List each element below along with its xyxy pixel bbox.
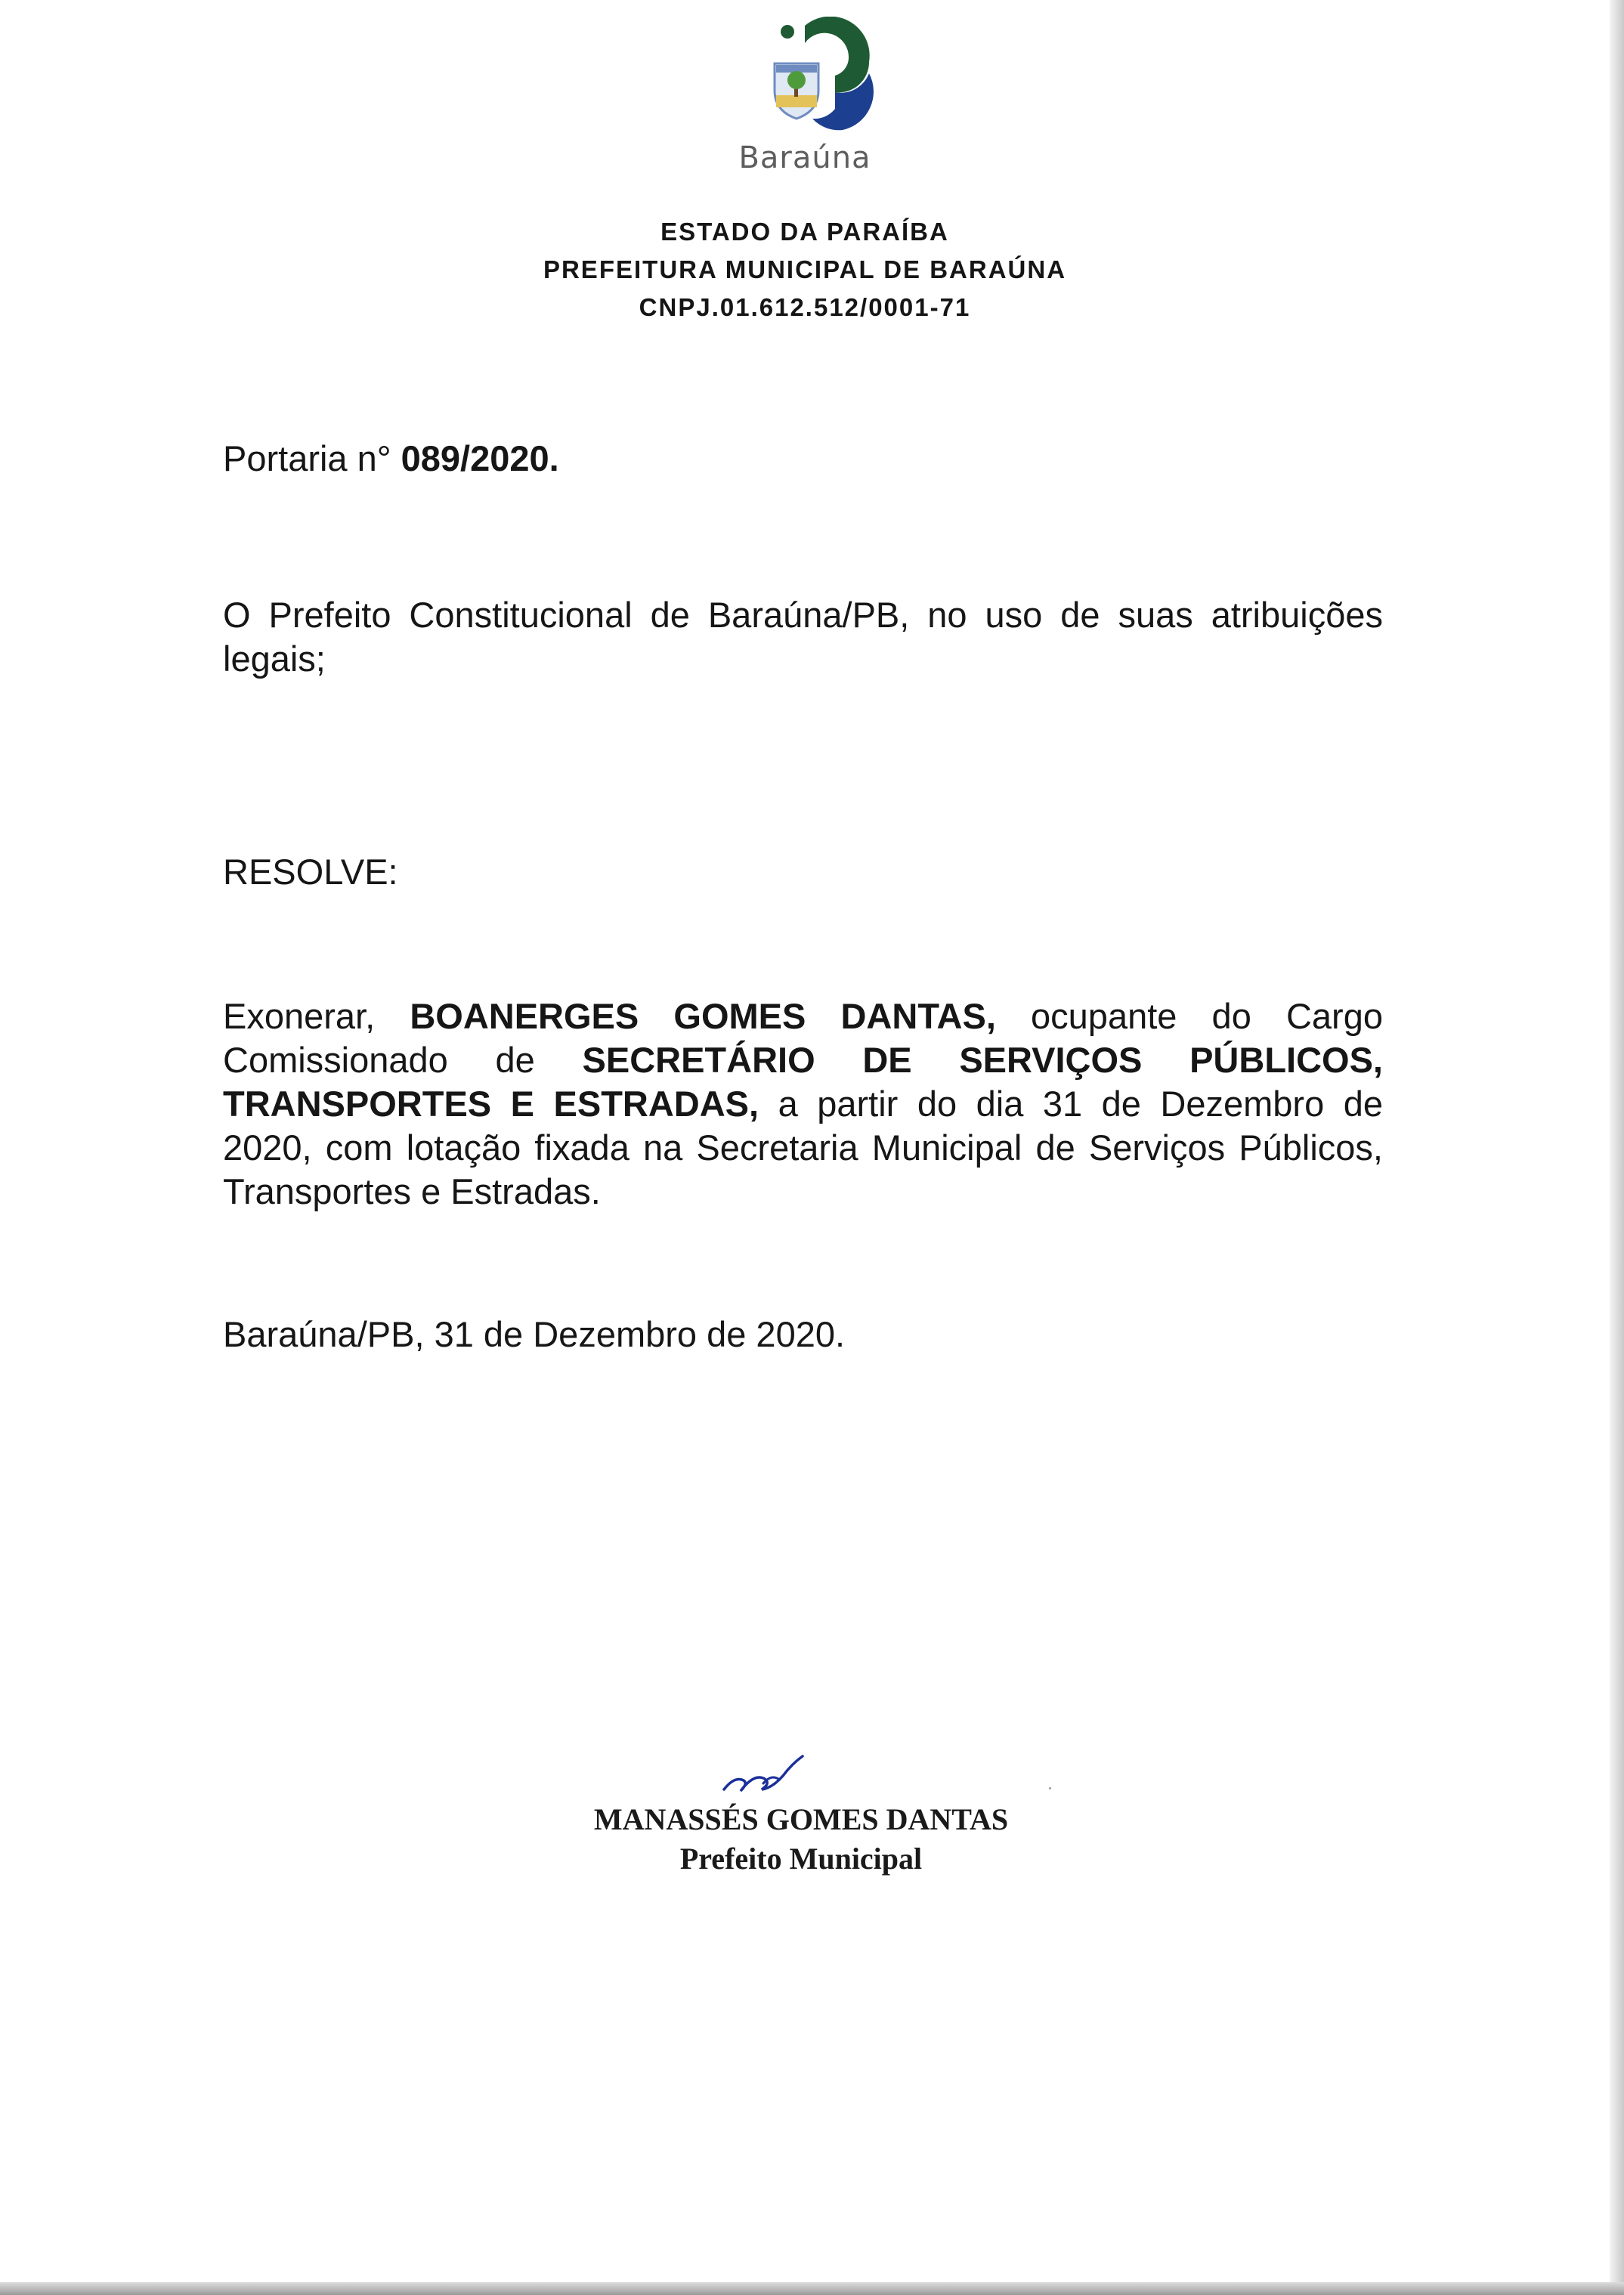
scan-edge-bottom	[0, 2282, 1624, 2295]
portaria-title	[223, 437, 1383, 481]
signer-title: Prefeito Municipal	[679, 1842, 923, 1876]
portaria-number: 089/2020.	[401, 438, 559, 478]
header-cnpj: CNPJ.01.612.512/0001-71	[639, 293, 971, 321]
scan-speck	[1049, 1787, 1051, 1789]
signature-block	[491, 1800, 1111, 1879]
decision-person: BOANERGES GOMES DANTAS,	[410, 996, 996, 1036]
decision-verb: Exonerar,	[223, 996, 376, 1036]
decision-cargo: ocupante do Cargo Comissionado de	[223, 996, 1383, 1080]
header-prefecture: PREFEITURA MUNICIPAL DE BARAÚNA	[543, 255, 1067, 283]
barauna-logo-icon	[759, 17, 896, 138]
resolve-heading: RESOLVE:	[223, 852, 398, 892]
signer-name: MANASSÉS GOMES DANTAS	[593, 1802, 1009, 1836]
portaria-prefix: Portaria n°	[223, 438, 391, 478]
document-header	[302, 213, 1307, 326]
date-line: Baraúna/PB, 31 de Dezembro de 2020.	[223, 1314, 846, 1354]
header-state: ESTADO DA PARAÍBA	[660, 218, 949, 246]
decision-paragraph	[223, 994, 1383, 1214]
logo-wordmark: Baraúna	[738, 141, 871, 175]
signature-scribble-icon	[718, 1753, 824, 1799]
decision-details: a partir do dia 31 de Dezembro de 2020, com lotação fixada na Secretaria Municipal de Serviços Públicos, Transportes e Estradas.	[223, 1084, 1384, 1211]
decision-role: SECRETÁRIO DE SERVIÇOS PÚBLICOS, TRANSPORTES E ESTRADAS,	[223, 1040, 1383, 1124]
intro-paragraph: O Prefeito Constitucional de Baraúna/PB, no uso de suas atribuições legais;	[223, 595, 1383, 679]
scan-edge-right	[1610, 0, 1624, 2295]
